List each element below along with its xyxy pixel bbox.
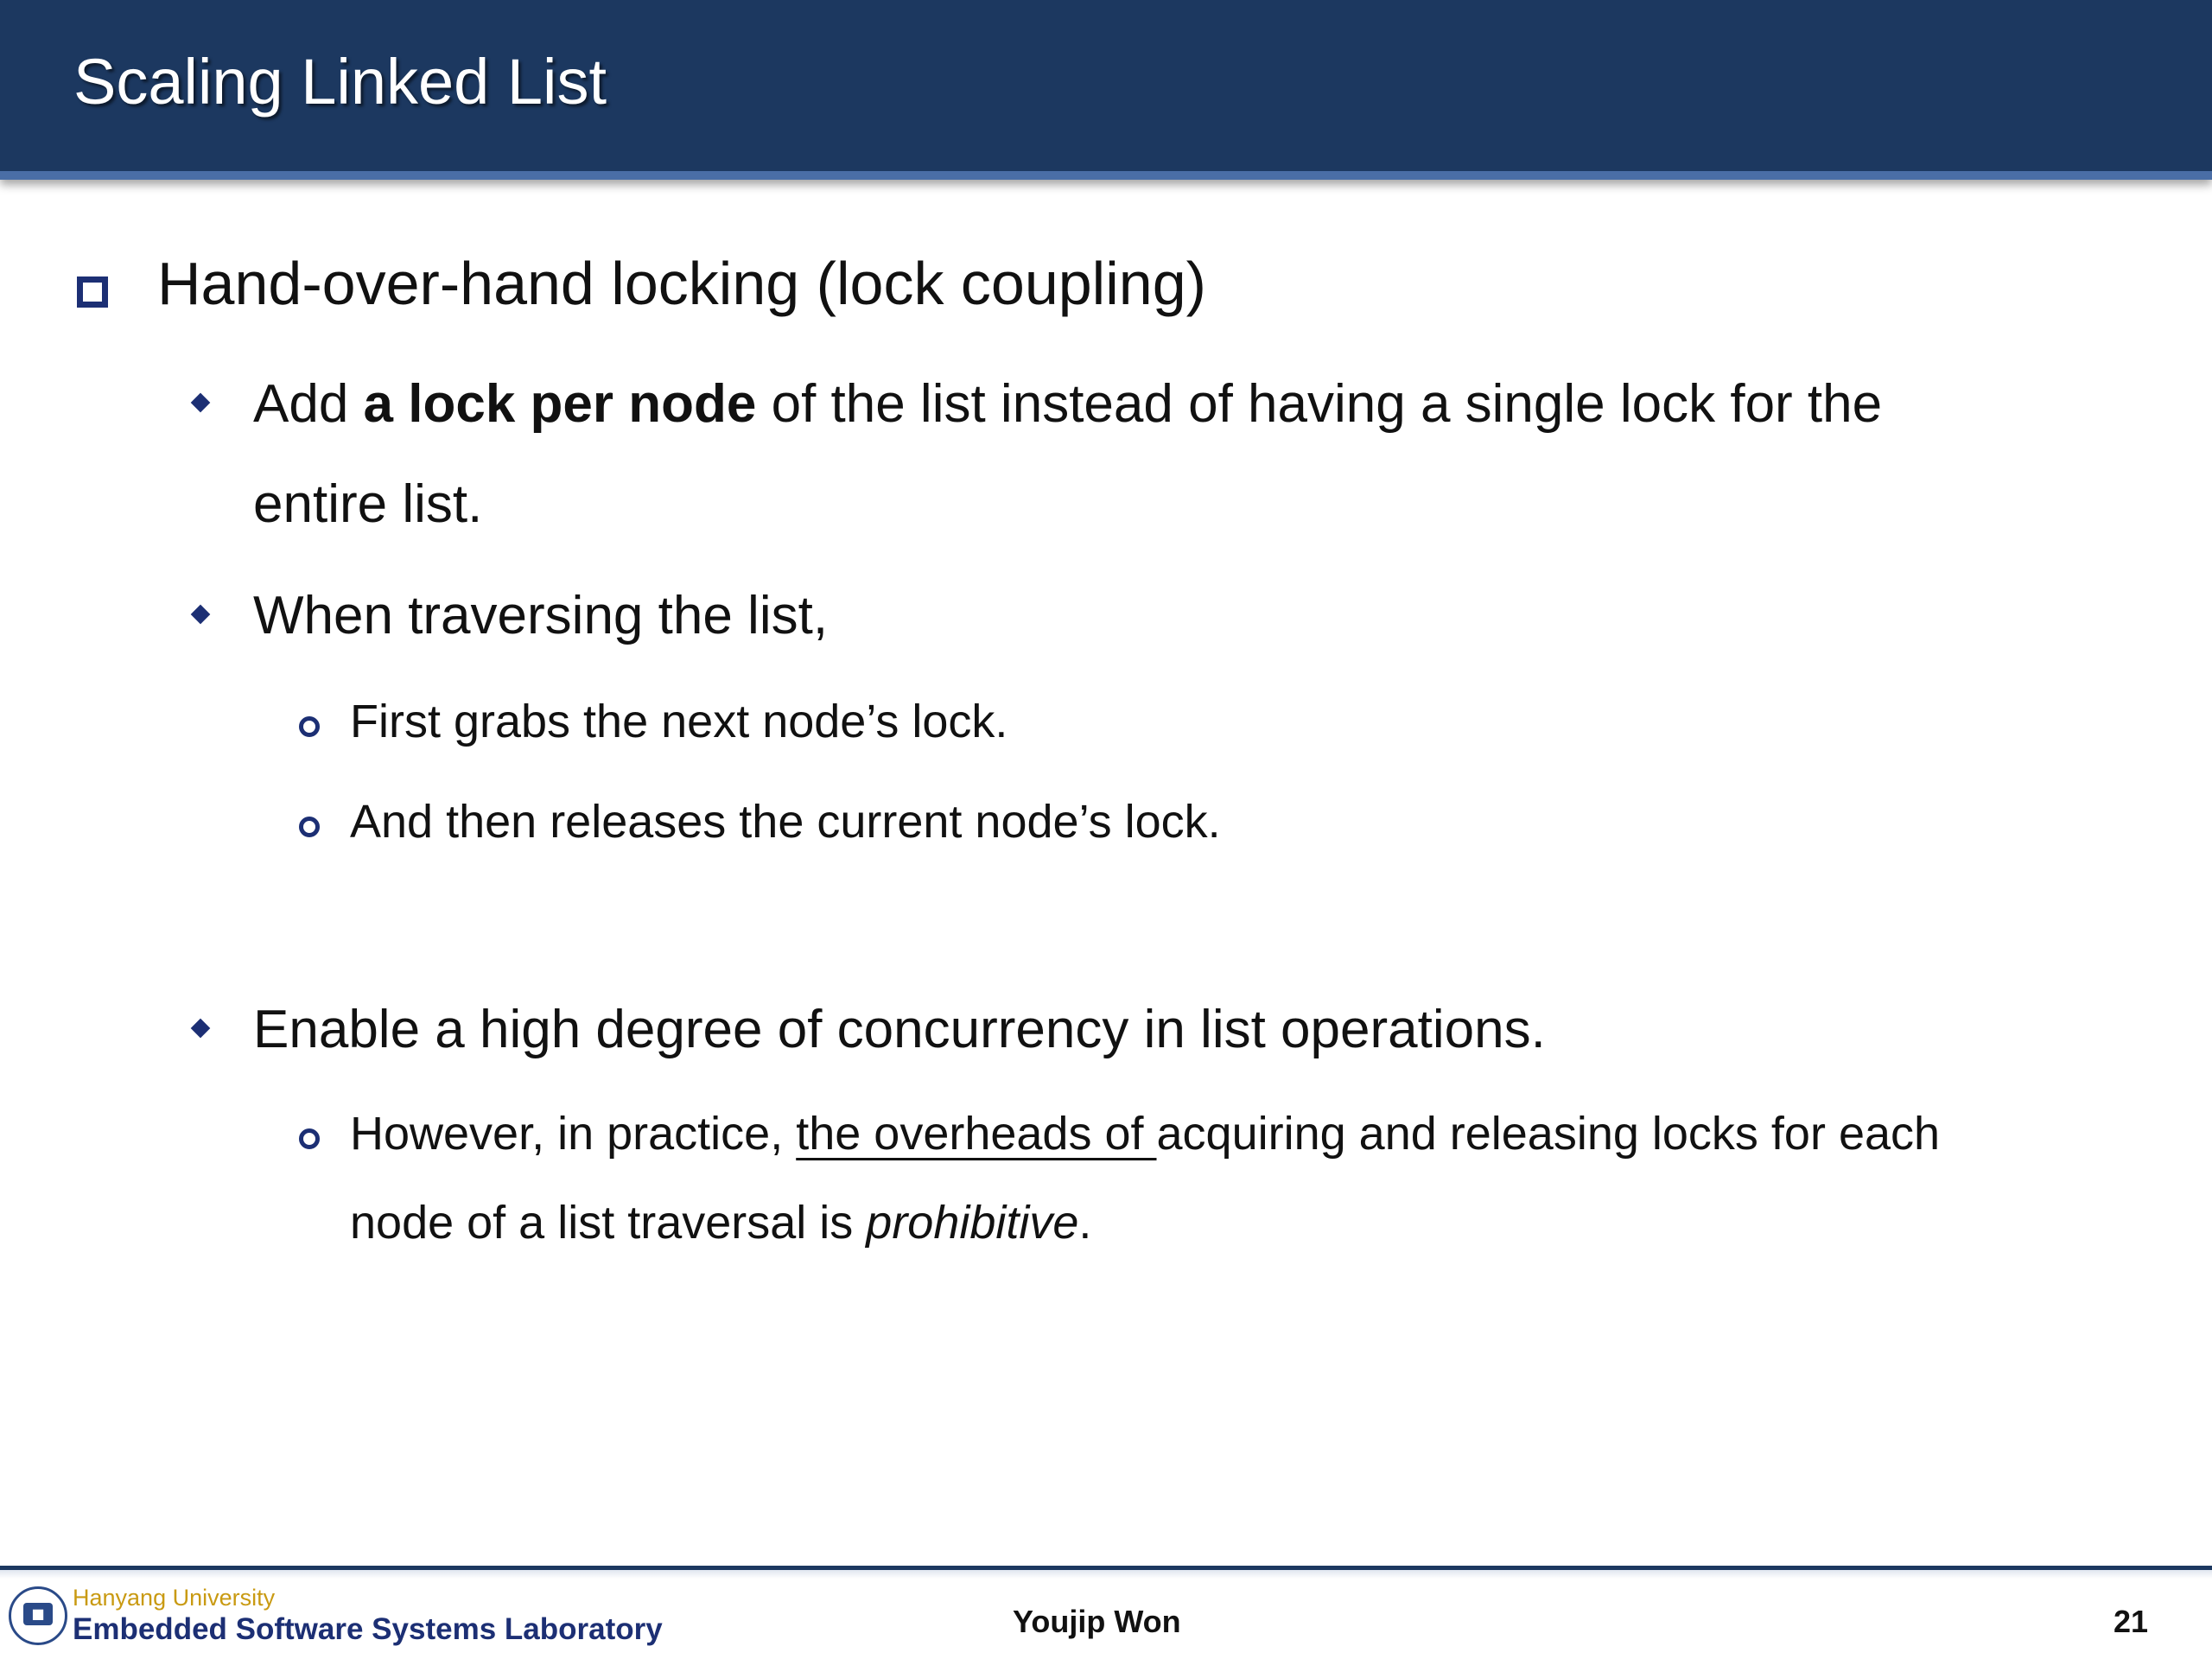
circle-bullet-icon xyxy=(299,716,320,737)
bullet-lock-per-node xyxy=(253,373,1882,435)
text-segment: acquiring and releasing locks for each xyxy=(1156,1108,1941,1160)
bullet-hand-over-hand: Hand-over-hand locking (lock coupling) xyxy=(157,250,1206,317)
square-bullet-icon xyxy=(77,276,108,308)
author-name: Youjip Won xyxy=(1013,1604,1181,1639)
seal-emblem: ■ xyxy=(23,1603,53,1625)
text-segment: of the list instead of having a single lock for the xyxy=(756,374,1883,434)
bullet-however xyxy=(350,1107,1940,1160)
circle-bullet-icon xyxy=(299,1128,320,1149)
bullet-enable-concurrency: Enable a high degree of concurrency in list operations. xyxy=(253,1000,1546,1059)
bullet-then-releases: And then releases the current node’s lock. xyxy=(350,796,1221,848)
bullet-when-traversing: When traversing the list, xyxy=(253,586,829,645)
bullet-lock-per-node-cont: entire list. xyxy=(253,474,483,534)
bullet-however-cont xyxy=(350,1196,1091,1249)
text-segment: . xyxy=(1078,1197,1092,1249)
page-number: 21 xyxy=(2113,1604,2149,1639)
title-bar xyxy=(0,0,2212,180)
diamond-bullet-icon xyxy=(191,605,211,625)
diamond-bullet-icon xyxy=(191,393,211,413)
bullet-first-grabs: First grabs the next node’s lock. xyxy=(350,696,1008,747)
lab-name: Embedded Software Systems Laboratory xyxy=(73,1612,663,1646)
footer-shade xyxy=(0,1570,2212,1579)
diamond-bullet-icon xyxy=(191,1019,211,1039)
underlined-text: the overheads of xyxy=(796,1108,1157,1160)
text-segment: Add xyxy=(253,374,364,434)
slide-title: Scaling Linked List xyxy=(73,46,607,118)
circle-bullet-icon xyxy=(299,817,320,837)
text-segment: However, in practice, xyxy=(350,1108,797,1160)
italic-text: prohibitive xyxy=(866,1197,1079,1249)
text-segment: node of a list traversal is xyxy=(350,1197,867,1249)
university-name: Hanyang University xyxy=(73,1585,276,1611)
university-seal-icon xyxy=(9,1586,67,1645)
bold-text: a lock per node xyxy=(363,374,757,434)
